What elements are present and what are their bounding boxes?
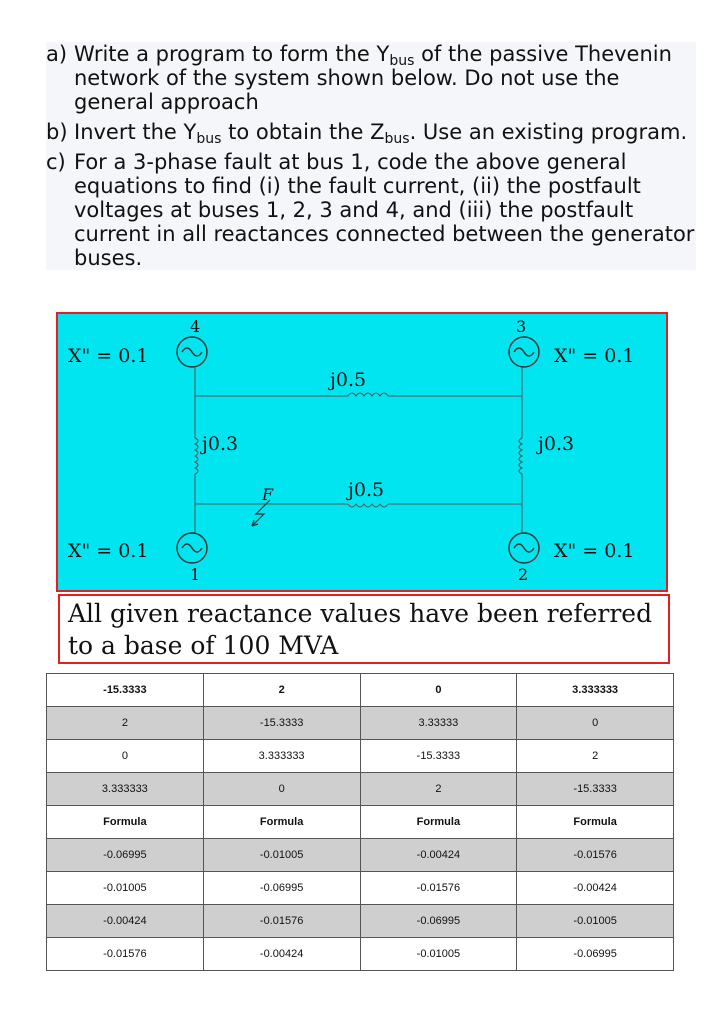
question-b-text [74,120,696,147]
table-cell: -0.00424 [517,872,674,905]
gen-reactance-bus3: X" = 0.1 [554,345,635,367]
gen-reactance-bus1: X" = 0.1 [68,540,149,562]
reactor-right-coil [519,438,522,474]
table-cell: -0.01005 [47,872,204,905]
table-cell: -0.00424 [203,938,360,971]
line-left-reactance: j0.3 [202,433,239,455]
question-a-text [74,42,696,114]
bus-label-2: 2 [518,565,529,584]
table-cell: -0.01576 [203,905,360,938]
question-c [46,150,696,270]
generator-bus1-icon [177,533,207,563]
question-b-pre: Invert the Y [74,120,197,144]
table-cell: Formula [203,806,360,839]
table-cell: -0.01005 [517,905,674,938]
generator-bus3-icon [509,337,539,367]
table-cell: 0 [517,707,674,740]
table-cell: 2 [360,773,517,806]
reactor-left-coil [195,438,198,474]
question-c-text: For a 3-phase fault at bus 1, code the above general equations to find (i) the fault current, (ii) the postfault voltages at buses 1, 2, 3 and 4, and (iii) the postfault current in all reactances connected between the generator buses. [74,150,695,270]
table-cell: -0.06995 [517,938,674,971]
matrix-table [46,673,674,971]
table-row [47,872,674,905]
table-cell: 3.33333 [360,707,517,740]
table-cell: 2 [203,674,360,707]
table-cell: 2 [517,740,674,773]
circuit-diagram [56,312,668,592]
circuit-svg [58,314,666,590]
table-cell: -0.00424 [360,839,517,872]
table-cell: 3.333333 [203,740,360,773]
generator-bus2-icon [509,533,539,563]
table-row [47,740,674,773]
gen-reactance-bus2: X" = 0.1 [554,540,635,562]
table-cell: -0.06995 [47,839,204,872]
table-cell: -15.3333 [360,740,517,773]
fault-label: F [262,485,274,504]
table-cell: -0.01576 [360,872,517,905]
table-cell: -15.3333 [47,674,204,707]
question-a-pre: Write a program to form the Y [74,42,390,66]
question-b-post: . Use an existing program. [409,120,688,144]
table-cell: 3.333333 [517,674,674,707]
bus-label-3: 3 [516,317,527,336]
question-b-mid: to obtain the Z [221,120,385,144]
question-b [46,120,696,147]
table-cell: -0.00424 [47,905,204,938]
table-cell: -0.01576 [517,839,674,872]
table-cell: -0.06995 [360,905,517,938]
question-b-label: b) [46,120,68,144]
question-a-subscript: bus [389,53,415,69]
line-bottom-reactance: j0.5 [348,479,385,501]
table-row [47,806,674,839]
reactor-top-coil [348,393,388,396]
table-row [47,674,674,707]
table-row [47,839,674,872]
base-note: All given reactance values have been referred to a base of 100 MVA [58,594,670,664]
table-cell: Formula [517,806,674,839]
question-a-label: a) [46,42,68,66]
matrix-table-body [47,674,674,971]
question-a-post: of the passive Thevenin network of the system shown below. Do not use the general approach [74,42,672,114]
generator-bus4-icon [177,337,207,367]
table-cell: -0.01005 [203,839,360,872]
line-top-reactance: j0.5 [330,369,367,391]
question-a [46,42,696,114]
reactor-bottom-coil [348,504,388,507]
circuit-wires [195,366,522,536]
table-cell: -15.3333 [203,707,360,740]
table-row [47,773,674,806]
question-c-label: c) [46,150,66,174]
table-row [47,905,674,938]
table-row [47,938,674,971]
table-cell: Formula [360,806,517,839]
table-cell: 0 [47,740,204,773]
bus-label-1: 1 [190,565,201,584]
table-cell: Formula [47,806,204,839]
table-cell: -0.06995 [203,872,360,905]
question-b-subscript-2: bus [384,131,410,147]
table-cell: -0.01576 [47,938,204,971]
line-right-reactance: j0.3 [538,433,575,455]
table-cell: 0 [360,674,517,707]
bus-label-4: 4 [190,317,201,336]
table-cell: 2 [47,707,204,740]
table-cell: 0 [203,773,360,806]
table-cell: 3.333333 [47,773,204,806]
question-list [46,42,696,270]
table-cell: -0.01005 [360,938,517,971]
table-row [47,707,674,740]
gen-reactance-bus4: X" = 0.1 [68,345,149,367]
table-cell: -15.3333 [517,773,674,806]
question-b-subscript-1: bus [196,131,222,147]
